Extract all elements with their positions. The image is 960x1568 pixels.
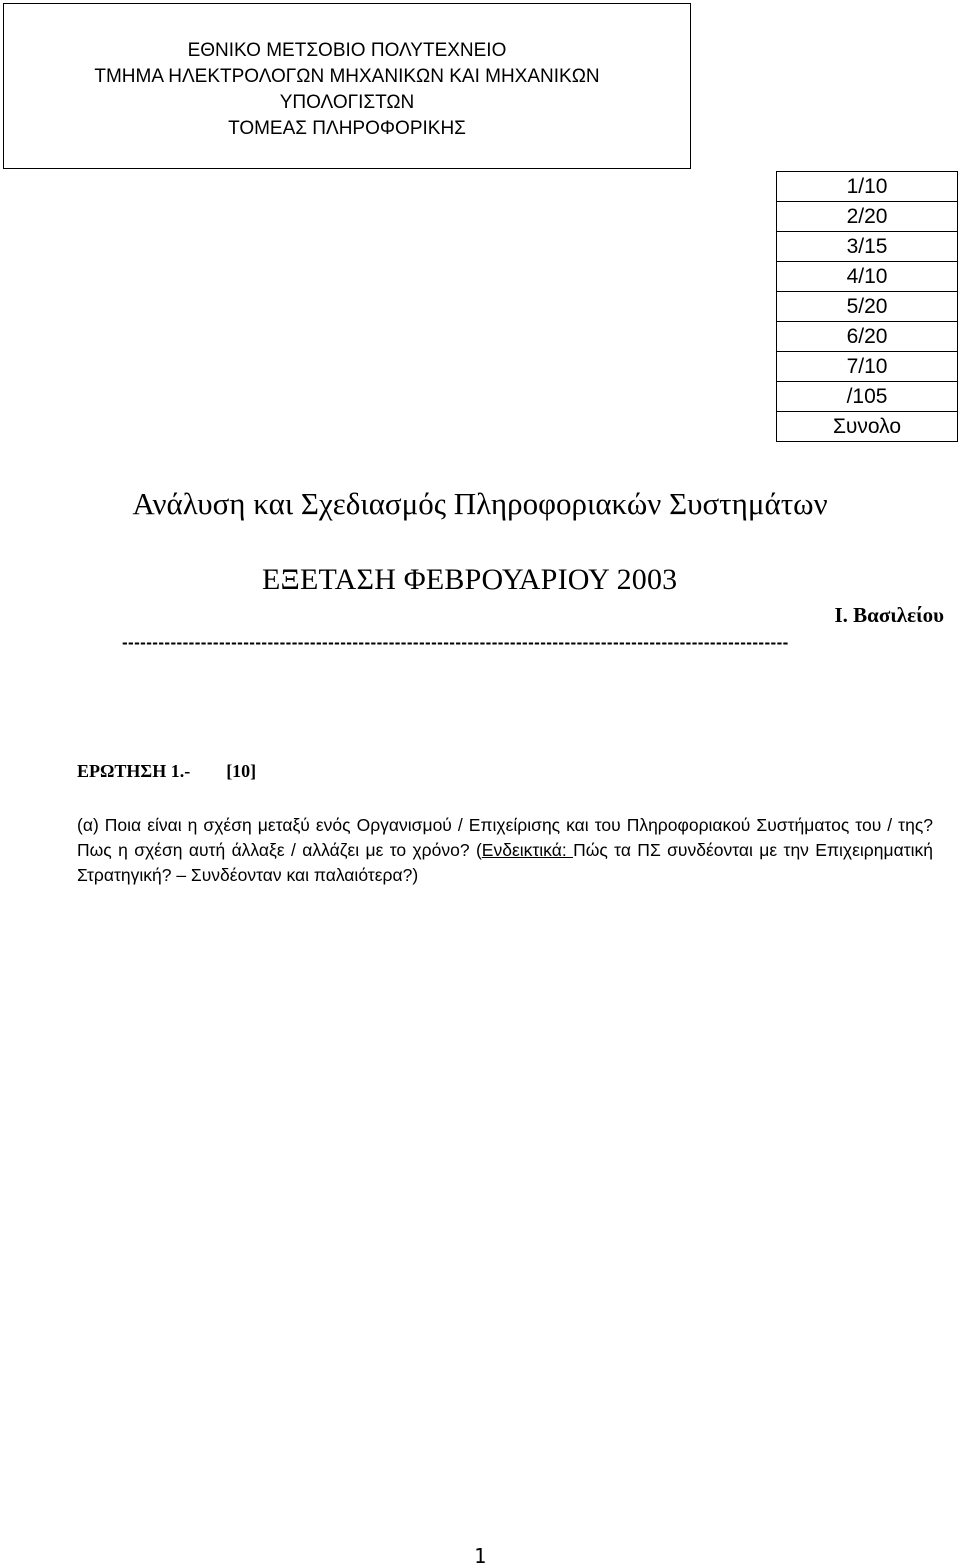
score-row bbox=[777, 292, 958, 322]
course-title: Ανάλυση και Σχεδιασμός Πληροφοριακών Συστημάτων bbox=[132, 486, 828, 521]
score-total-cell: Συνολο bbox=[777, 412, 958, 442]
score-cell: 4/10 bbox=[777, 262, 958, 292]
header-line-department: ΤΜΗΜΑ ΗΛΕΚΤΡΟΛΟΓΩΝ ΜΗΧΑΝΙΚΩΝ ΚΑΙ ΜΗΧΑΝΙΚΩΝ bbox=[94, 66, 600, 87]
author-name: Ι. Βασιλείου bbox=[834, 603, 944, 627]
question-text-part2: Πώς τα ΠΣ συνδέονται με την Επιχειρηματική Στρατηγική? – Συνδέονταν και παλαιότερα?) bbox=[77, 840, 933, 885]
score-cell: 1/10 bbox=[777, 172, 958, 202]
header-line-department-cont: ΥΠΟΛΟΓΙΣΤΩΝ bbox=[279, 92, 415, 113]
score-row bbox=[777, 202, 958, 232]
question-text-part1: (α) Ποια είναι η σχέση μεταξύ ενός Οργανισμού / Επιχείρισης και του Πληροφοριακού Συστήματος του / της? Πως η σχέση αυτή άλλαξε / αλλάζει με το χρόνο? ( bbox=[77, 815, 933, 860]
score-row bbox=[777, 412, 958, 442]
separator-line: -------------------------------------------------------------------------------------------------------------- bbox=[122, 633, 789, 652]
exam-title: ΕΞΕΤΑΣΗ ΦΕΒΡΟΥΑΡΙΟΥ 2003 bbox=[262, 563, 678, 596]
score-cell: 2/20 bbox=[777, 202, 958, 232]
score-row bbox=[777, 322, 958, 352]
page-number: 1 bbox=[473, 1544, 487, 1568]
question-text bbox=[77, 813, 933, 888]
score-row bbox=[777, 352, 958, 382]
score-cell: 5/20 bbox=[777, 292, 958, 322]
score-row bbox=[777, 382, 958, 412]
score-row bbox=[777, 172, 958, 202]
question-points: [10] bbox=[226, 761, 257, 781]
question-label: ΕΡΩΤΗΣΗ 1.- bbox=[77, 761, 191, 781]
header-line-division: ΤΟΜΕΑΣ ΠΛΗΡΟΦΟΡΙΚΗΣ bbox=[228, 118, 466, 139]
question-heading bbox=[77, 761, 256, 782]
score-cell: 7/10 bbox=[777, 352, 958, 382]
header-line-university: ΕΘΝΙΚΟ ΜΕΤΣΟΒΙΟ ΠΟΛΥΤΕΧΝΕΙΟ bbox=[187, 40, 507, 61]
score-row bbox=[777, 262, 958, 292]
score-row bbox=[777, 232, 958, 262]
score-cell: /105 bbox=[777, 382, 958, 412]
score-table bbox=[776, 171, 958, 442]
score-cell: 3/15 bbox=[777, 232, 958, 262]
score-cell: 6/20 bbox=[777, 322, 958, 352]
question-text-underlined: Ενδεικτικά: bbox=[481, 840, 574, 860]
institution-header bbox=[3, 3, 691, 169]
